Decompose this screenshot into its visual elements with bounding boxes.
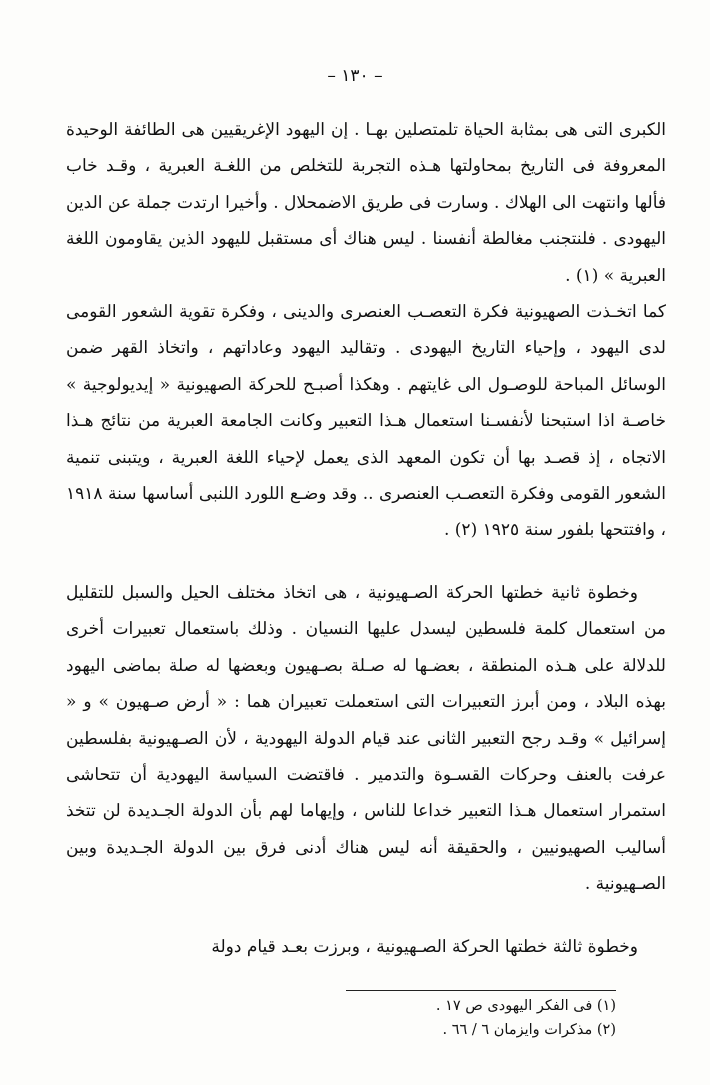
paragraph-third-step: وخطوة ثالثة خطتها الحركة الصـهيونية ، وبرزت بعـد قيام دولة [211, 936, 638, 957]
footnotes [250, 994, 616, 1042]
footnote-divider [346, 990, 616, 991]
footnote-1: (١) فى الفكر اليهودى ص ١٧ . [435, 998, 616, 1014]
paragraph-zionist-ideology: كما اتخـذت الصهيونية فكرة التعصـب العنصرى والدينى ، وفكرة تقوية الشعور القومى لدى اليهود ، وإحياء التاريخ اليهودى . وتقاليد اليهود وعاداتهم ، واتخاذ القهر ضمن الوسائل المباحة للوصـول الى غايتهم . وهكذا أصبـح للحركة الصهيونية « إيديولوجية » خاصـة اذا استبحنا لأنفسـنا استعمال هـذا التعبير وكانت الجامعة العبرية من نتائج هـذا الاتجاه ، إذ قصـد بها أن تكون المعهد الذى يعمل لإحياء اللغة العبرية ، ويتبنى تنمية الشعور القومى وفكرة التعصـب العنصرى .. وقد وضـع اللورد اللنبى أساسها سنة ١٩١٨ ، وافتتحها بلفور سنة ١٩٢٥ (٢) . [66, 302, 666, 541]
paragraph-second-step: وخطوة ثانية خطتها الحركة الصـهيونية ، هى اتخاذ مختلف الحيل والسبل للتقليل من استعمال كلمة فلسطين ليسدل عليها النسيان . وذلك باستعمال تعبيرات أخرى للدلالة على هـذه المنطقة ، بعضـها له صـلة بصـهيون وبعضها له صلة بماضى اليهود بهذه البلاد ، ومن أبرز التعبيرات التى استعملت تعبيران هما : « أرض صـهيون » و « إسرائيل » وقـد رجح التعبير الثانى عند قيام الدولة اليهودية ، لأن الصـهيونية بفلسطين عرفت بالعنف وحركات القسـوة والتدمير . فاقتضت السياسة اليهودية أن تتحاشى استمرار استعمال هـذا التعبير خداعا للناس ، وإيهاما لهم بأن الدولة الجـديدة لن تتخذ أساليب الصهيونيين ، والحقيقة أنه ليس هناك أدنى فرق بين الدولة الجـديدة وبين الصـهيونية . [66, 582, 666, 895]
page-number: – ١٣٠ – [327, 66, 383, 86]
footnote-2: (٢) مذكرات وايزمان ٦ / ٦٦ . [442, 1022, 616, 1038]
paragraph-continued: الكبرى التى هى بمثابة الحياة تلمتصلين بهـا . إن اليهود الإغريقيين هى الطائفة الوحيدة المعروفة فى التاريخ بمحاولتها هـذه التجربة للتخلص من اللغـة العبرية ، وقـد خاب فألها وانتهت الى الهلاك . وسارت فى طريق الاضمحلال . وأخيرا ارتدت جملة عن الدين اليهودى . فلنتجنب مغالطة أنفسنا . ليس هناك أى مستقبل لليهود الذين يقاومون اللغة العبرية » (١) . [66, 120, 666, 286]
body-text [66, 112, 666, 965]
